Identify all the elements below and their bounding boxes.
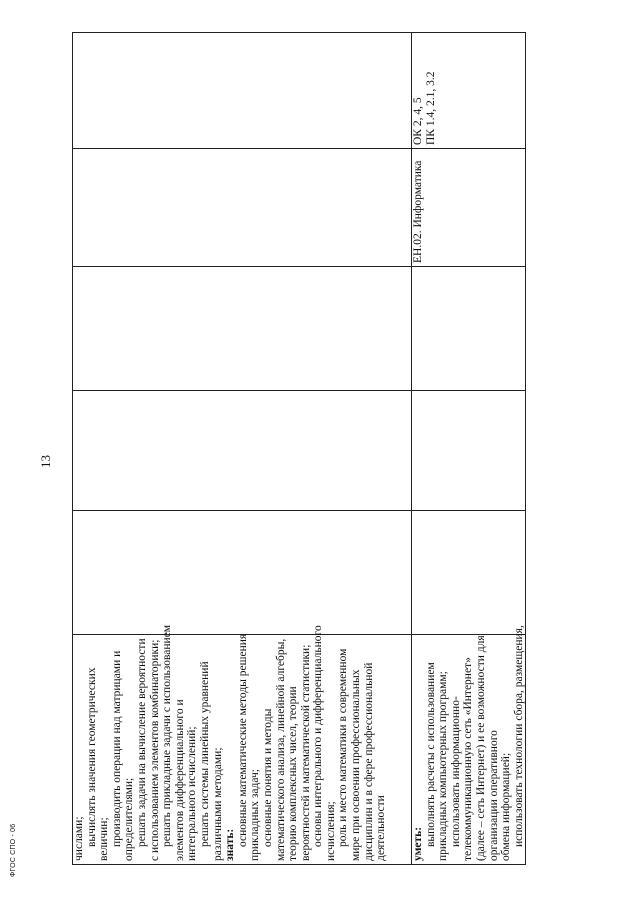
text-line: производить операции над матрицами и <box>110 650 123 847</box>
classes-cell <box>73 391 412 511</box>
text-line: величин; <box>98 817 111 861</box>
text-line: выполнять расчеты с использованием <box>424 662 437 847</box>
text-line: решать прикладные задачи с использованием <box>161 624 174 847</box>
text-line: мире при освоении профессиональных <box>350 669 363 861</box>
text-line: различными методами; <box>211 747 224 861</box>
index-cell <box>73 267 412 391</box>
text-line: деятельности <box>375 795 388 861</box>
requirements-cell <box>73 624 412 865</box>
text-line: (далее – сеть Интернет) и ее возможности для <box>474 635 487 861</box>
text-line: с использованием элементов комбинаторики; <box>148 639 161 861</box>
text-line: основы интегрального и дифференциального <box>312 625 325 847</box>
text-line: интегрального исчислений; <box>186 726 199 861</box>
hours-cell <box>73 511 412 635</box>
text-line: основные математические методы решения <box>236 633 249 847</box>
requirements-cell <box>412 625 526 865</box>
text-line: числами; <box>73 816 85 861</box>
index-cell <box>412 267 526 391</box>
text-line: основные понятия и методы <box>261 708 274 847</box>
discipline-name: ЕН.02. Информатика <box>412 160 424 263</box>
text-line: вероятностей и математической статистики; <box>299 644 312 861</box>
text-line: определителями; <box>123 777 136 861</box>
competencies-cell <box>412 33 526 149</box>
competency-line: ОК 2, 4, 5 <box>412 97 424 145</box>
text-line: прикладных компьютерных программ; <box>437 671 450 861</box>
table-row <box>73 33 412 865</box>
text-line: телекоммуникационную сеть «Интернет» <box>462 657 475 861</box>
footer-label: ФГОС СПО - 06 <box>10 823 17 877</box>
text-line: математического анализа, линейной алгебры, <box>274 638 287 861</box>
table-row <box>412 33 526 865</box>
competency-line: ПК 1.4, 2.1, 3.2 <box>424 71 437 145</box>
hours-cell <box>412 511 526 635</box>
text-line: дисциплин и в сфере профессиональной <box>362 662 375 861</box>
text-line: организации оперативного <box>487 730 500 861</box>
text-line: знать: <box>224 828 237 861</box>
text-line: уметь: <box>412 826 424 861</box>
curriculum-table <box>72 32 526 865</box>
text-line: использовать технологии сбора, размещения, <box>512 625 525 847</box>
text-line: прикладных задач; <box>249 769 262 861</box>
discipline-cell <box>73 149 412 267</box>
competencies-cell <box>73 33 412 149</box>
classes-cell <box>412 391 526 511</box>
text-line: элементов дифференциального и <box>173 699 186 861</box>
text-line: обмена информацией; <box>500 752 513 861</box>
discipline-cell <box>412 149 526 267</box>
text-line: теорию комплексных чисел, теории <box>287 686 300 861</box>
text-line: решать системы линейных уравнений <box>198 661 211 847</box>
text-line: исчисления; <box>324 801 337 861</box>
text-line: решать задачи на вычисление вероятности <box>135 638 148 847</box>
text-line: роль и место математики в современном <box>337 648 350 847</box>
text-line: использовать информационно- <box>449 696 462 847</box>
page-number: 13 <box>38 455 53 468</box>
text-line: вычислять значения геометрических <box>85 667 98 847</box>
